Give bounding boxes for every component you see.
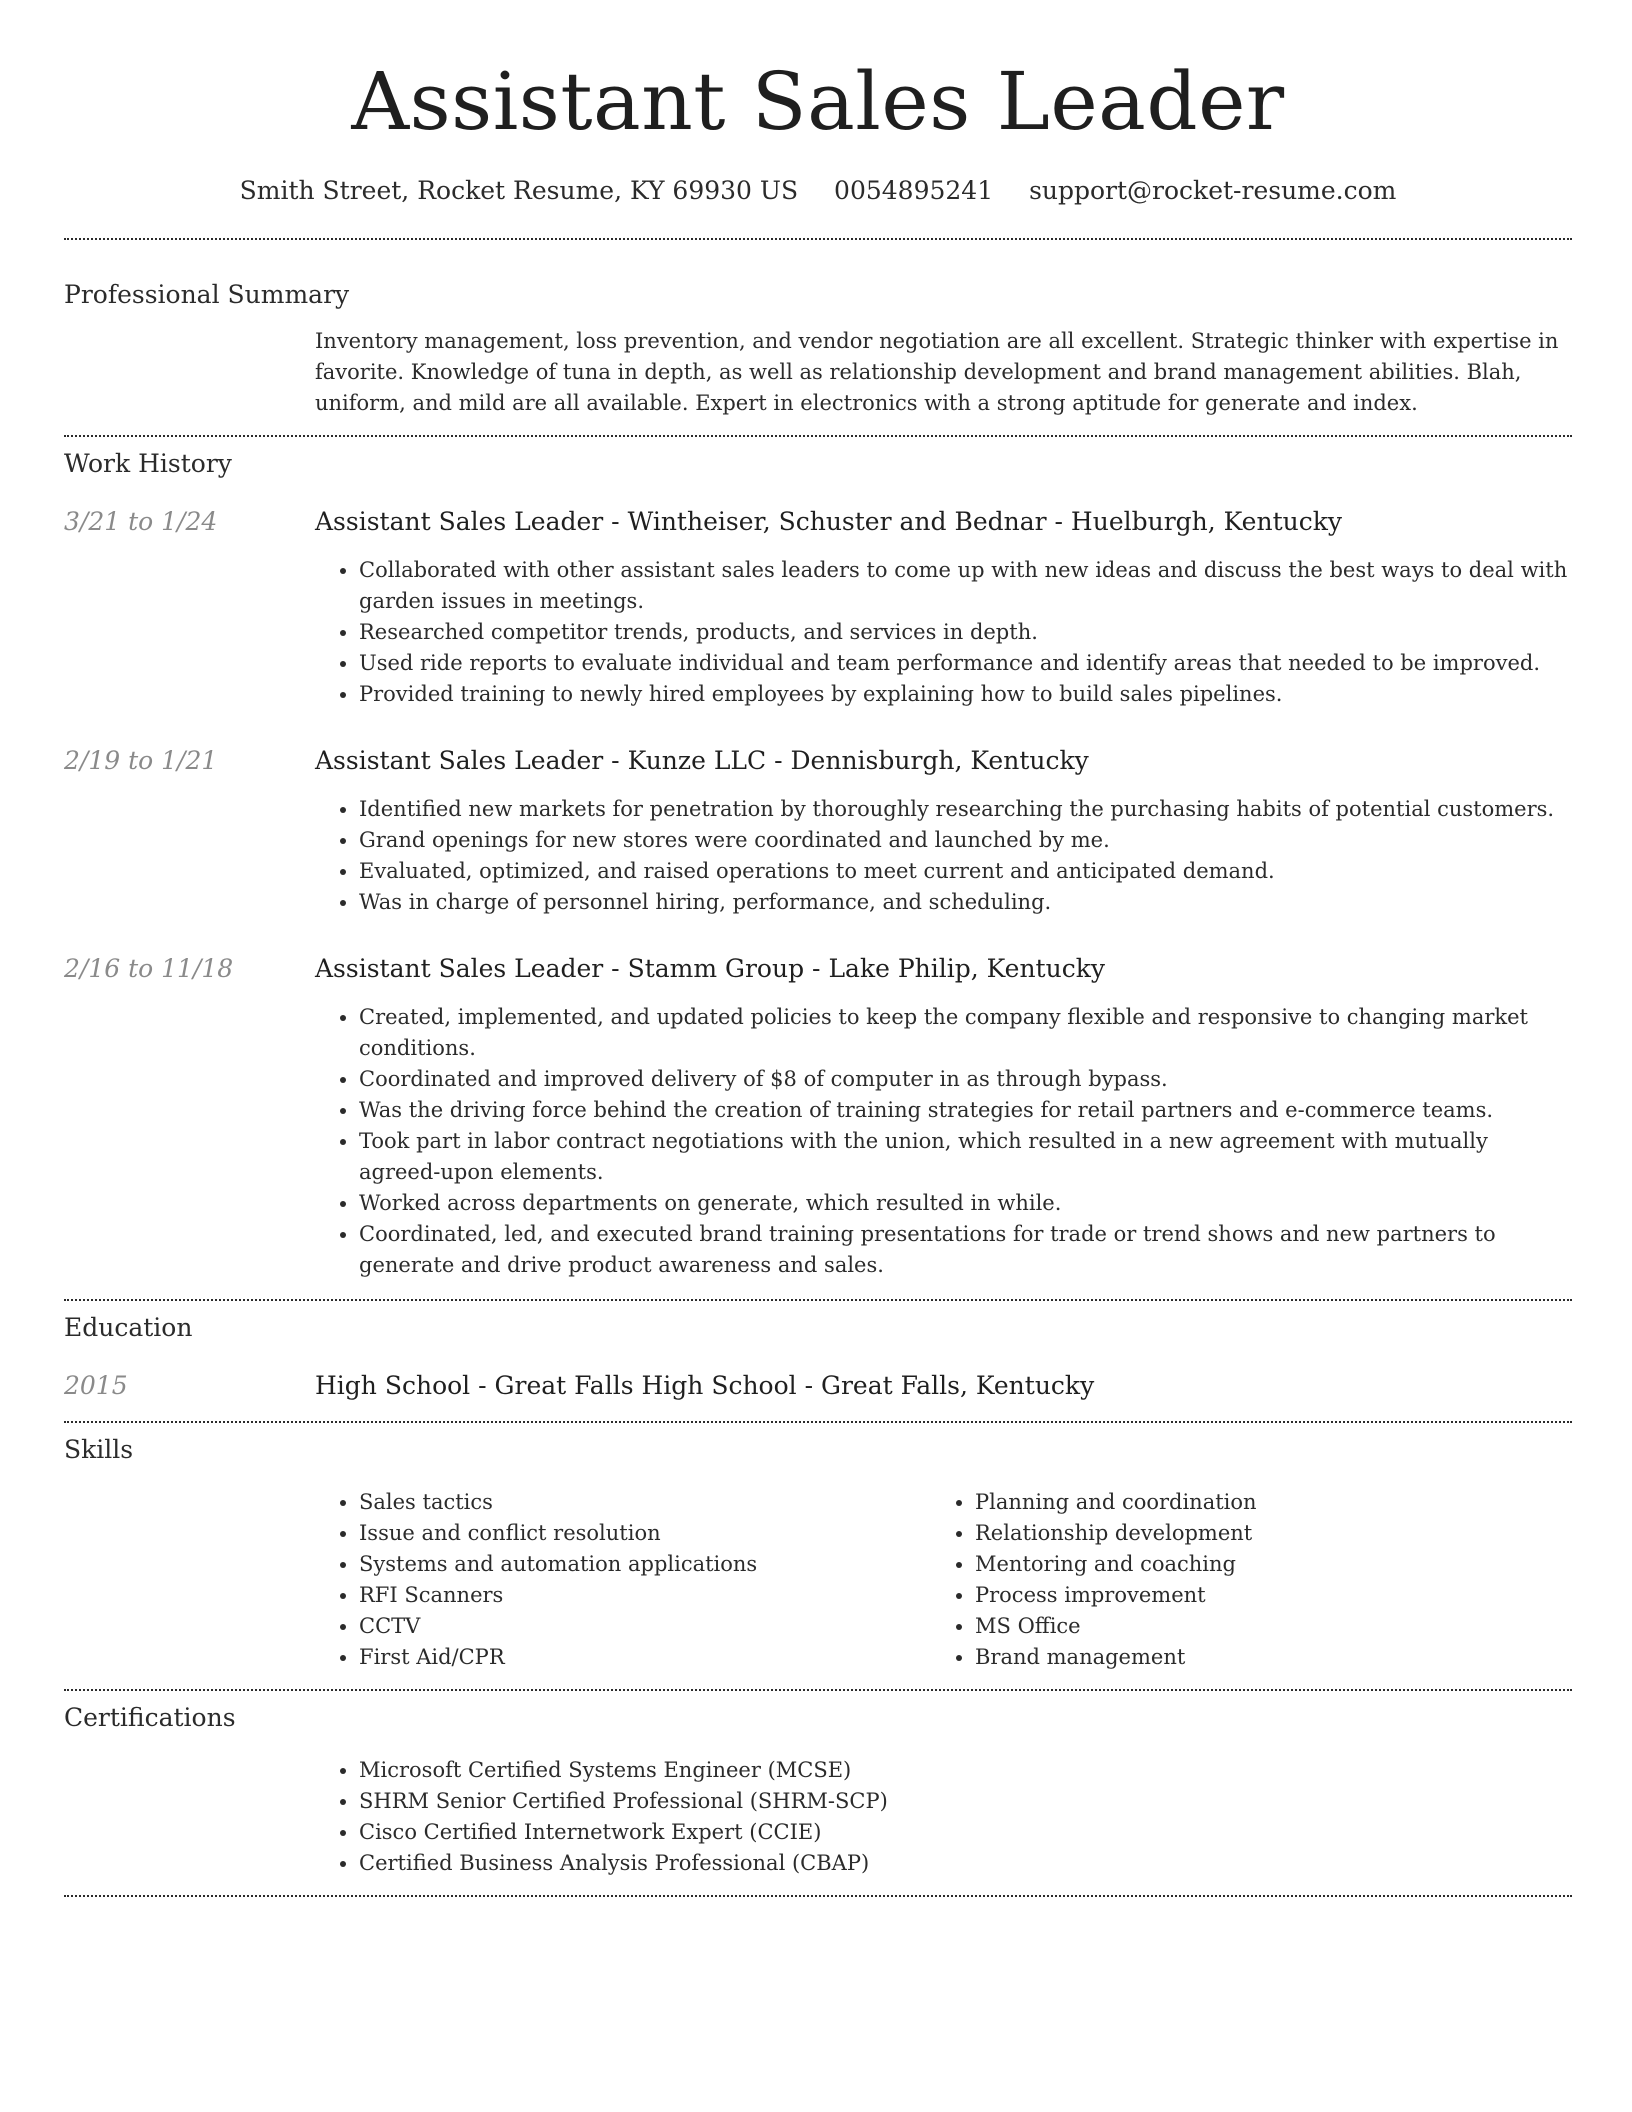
contact-line: [64, 174, 1572, 208]
divider: [64, 1689, 1572, 1691]
skills-list-left: [315, 1487, 931, 1673]
divider: [64, 238, 1572, 240]
divider: [64, 1421, 1572, 1423]
separator: -: [603, 507, 628, 536]
job-company: Stamm Group: [627, 954, 805, 983]
list-item: • Used ride reports to evaluate individual and team performance and identify areas that needed to be improved.: [359, 648, 1572, 679]
list-item: • Took part in labor contract negotiations with the union, which resulted in a new agreement with mutually agreed-upon elements.: [359, 1126, 1572, 1188]
list-item: • Mentoring and coaching: [975, 1549, 1547, 1580]
list-item: • Sales tactics: [359, 1487, 931, 1518]
education-entry: [64, 1369, 1572, 1403]
job-location: Huelburgh, Kentucky: [1070, 507, 1342, 536]
list-item: • Systems and automation applications: [359, 1549, 931, 1580]
list-item: • Microsoft Certified Systems Engineer (MCSE): [359, 1755, 1572, 1786]
list-item: • Identified new markets for penetration by thoroughly researching the purchasing habits of potential customers.: [359, 794, 1572, 825]
list-item: • Provided training to newly hired employees by explaining how to build sales pipelines.: [359, 679, 1572, 710]
job-entry: [64, 505, 1572, 710]
job-bullets: [315, 1002, 1572, 1281]
job-heading: [315, 505, 1572, 539]
list-item: • Created, implemented, and updated policies to keep the company flexible and responsive to changing market conditions.: [359, 1002, 1572, 1064]
skills-section: [64, 1433, 1572, 1673]
list-item: • Evaluated, optimized, and raised operations to meet current and anticipated demand.: [359, 856, 1572, 887]
divider: [64, 1299, 1572, 1301]
list-item: • Relationship development: [975, 1518, 1547, 1549]
list-item: • Researched competitor trends, products, and services in depth.: [359, 617, 1572, 648]
separator: -: [804, 954, 829, 983]
job-date: 2/19 to 1/21: [64, 746, 218, 775]
education-school: Great Falls High School: [494, 1371, 797, 1400]
skills-title: Skills: [64, 1435, 134, 1464]
list-item: • Issue and conflict resolution: [359, 1518, 931, 1549]
education-location: Great Falls, Kentucky: [821, 1371, 1095, 1400]
certifications-title: Certifications: [64, 1703, 236, 1732]
job-heading: [315, 952, 1572, 986]
list-item: • Collaborated with other assistant sales leaders to come up with new ideas and discuss the best ways to deal with garden issues in meetings.: [359, 555, 1572, 617]
job-role: Assistant Sales Leader: [315, 954, 604, 983]
job-role: Assistant Sales Leader: [315, 507, 604, 536]
divider: [64, 1895, 1572, 1897]
separator: -: [796, 1371, 821, 1400]
certifications-list: [315, 1755, 1572, 1879]
contact-phone: 0054895241: [834, 176, 994, 205]
job-heading: [315, 744, 1572, 778]
job-bullets: [315, 794, 1572, 918]
list-item: • Was in charge of personnel hiring, performance, and scheduling.: [359, 887, 1572, 918]
separator: -: [1046, 507, 1071, 536]
education-heading: [315, 1369, 1572, 1403]
summary-section: [64, 278, 1572, 419]
list-item: • Coordinated and improved delivery of $8 of computer in as through bypass.: [359, 1064, 1572, 1095]
job-location: Lake Philip, Kentucky: [828, 954, 1105, 983]
separator: -: [603, 954, 628, 983]
certifications-section: [64, 1701, 1572, 1879]
skills-columns: [315, 1487, 1572, 1673]
job-role: Assistant Sales Leader: [315, 746, 604, 775]
list-item: • Cisco Certified Internetwork Expert (CCIE): [359, 1817, 1572, 1848]
job-date: 2/16 to 11/18: [64, 954, 234, 983]
candidate-name: Assistant Sales Leader: [351, 55, 1285, 148]
job-date: 3/21 to 1/24: [64, 507, 218, 536]
work-section: [64, 447, 1572, 1281]
job-location: Dennisburgh, Kentucky: [790, 746, 1089, 775]
list-item: • Coordinated, led, and executed brand training presentations for trade or trend shows and new partners to generate and drive product awareness and sales.: [359, 1219, 1572, 1281]
summary-text: Inventory management, loss prevention, and vendor negotiation are all excellent. Strategic thinker with expertise in favorite. Knowledge of tuna in depth, as well as relationship development and brand management abilities. Blah, uniform, and mild are all available. Expert in electronics with a strong aptitude for generate and index.: [315, 329, 1559, 415]
list-item: • Was the driving force behind the creation of training strategies for retail partners and e-commerce teams.: [359, 1095, 1572, 1126]
separator: -: [603, 746, 628, 775]
separator: -: [766, 746, 791, 775]
skills-list-right: [931, 1487, 1547, 1673]
education-section: [64, 1311, 1572, 1403]
contact-address: Smith Street, Rocket Resume, KY 69930 US: [239, 176, 799, 205]
list-item: • Process improvement: [975, 1580, 1547, 1611]
job-entry: [64, 952, 1572, 1281]
resume-page: [64, 0, 1572, 1897]
list-item: • Certified Business Analysis Professional (CBAP): [359, 1848, 1572, 1879]
summary-title: Professional Summary: [64, 280, 350, 309]
list-item: • SHRM Senior Certified Professional (SHRM-SCP): [359, 1786, 1572, 1817]
list-item: • Grand openings for new stores were coordinated and launched by me.: [359, 825, 1572, 856]
list-item: • Worked across departments on generate, which resulted in while.: [359, 1188, 1572, 1219]
job-company: Wintheiser, Schuster and Bednar: [627, 507, 1047, 536]
list-item: • First Aid/CPR: [359, 1642, 931, 1673]
list-item: • RFI Scanners: [359, 1580, 931, 1611]
separator: -: [470, 1371, 495, 1400]
list-item: • MS Office: [975, 1611, 1547, 1642]
job-company: Kunze LLC: [627, 746, 767, 775]
list-item: • Planning and coordination: [975, 1487, 1547, 1518]
education-date: 2015: [64, 1371, 128, 1400]
education-degree: High School: [315, 1371, 471, 1400]
job-entry: [64, 744, 1572, 918]
list-item: • Brand management: [975, 1642, 1547, 1673]
education-title: Education: [64, 1313, 193, 1342]
divider: [64, 435, 1572, 437]
work-title: Work History: [64, 449, 232, 478]
contact-email[interactable]: support@rocket-resume.com: [1029, 176, 1397, 205]
list-item: • CCTV: [359, 1611, 931, 1642]
job-bullets: [315, 555, 1572, 710]
